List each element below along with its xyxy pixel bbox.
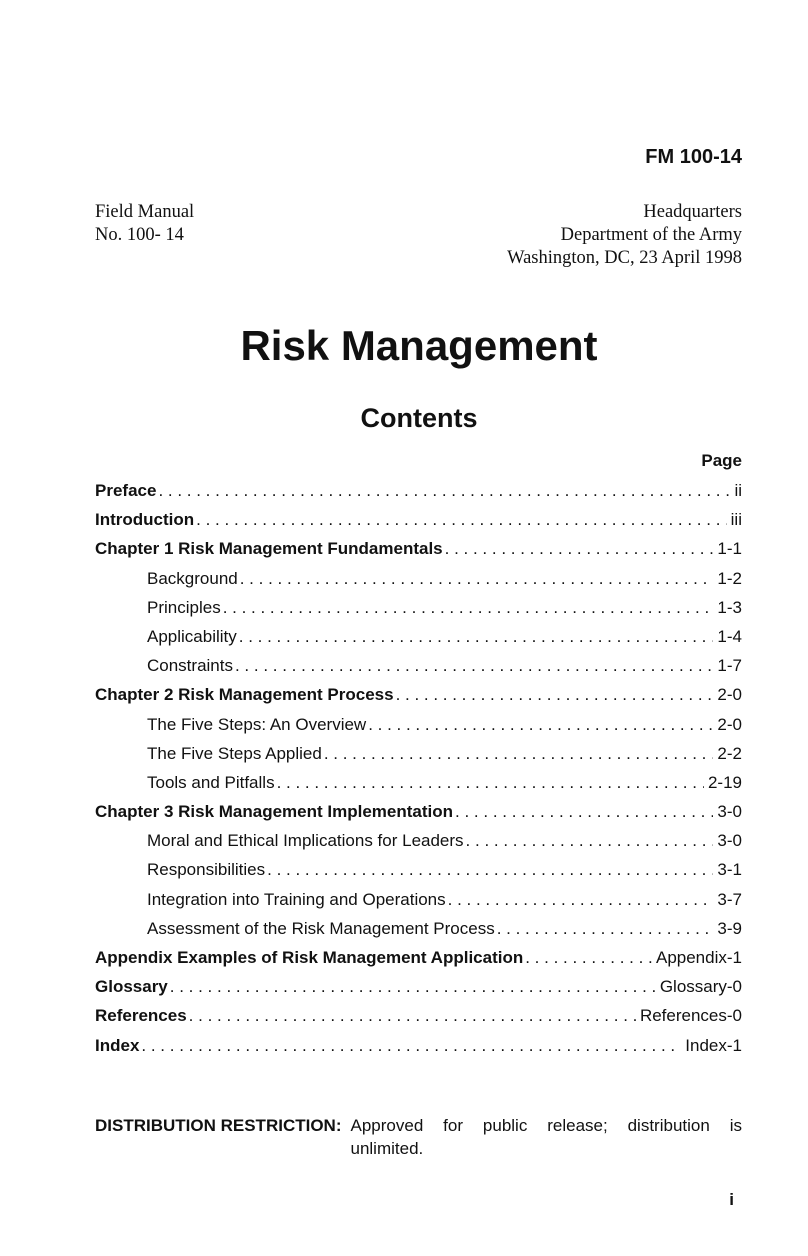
toc-entry-page: 1-1 bbox=[717, 539, 742, 559]
toc-entry[interactable] bbox=[95, 802, 742, 831]
toc-entry-title: Preface bbox=[95, 481, 157, 500]
manual-type: Field Manual bbox=[95, 202, 195, 222]
toc-entry-page: Glossary-0 bbox=[659, 977, 742, 997]
manual-designation bbox=[95, 201, 194, 247]
toc-entry-title: Glossary bbox=[95, 977, 168, 997]
toc-entry-page: 2-0 bbox=[717, 685, 742, 705]
table-of-contents bbox=[95, 481, 742, 1065]
toc-entry-title: Chapter 1 Risk Management Fundamentals bbox=[95, 539, 443, 559]
headquarters-line: Headquarters bbox=[643, 202, 742, 222]
toc-entry-page: 3-0 bbox=[717, 831, 742, 851]
dot-leader bbox=[240, 569, 714, 589]
toc-entry-page: 1-7 bbox=[717, 656, 742, 676]
toc-entry[interactable] bbox=[95, 1006, 742, 1035]
distribution-label: DISTRIBUTION RESTRICTION: bbox=[95, 1116, 342, 1135]
toc-entry-title: Moral and Ethical Implications for Leaders bbox=[147, 831, 464, 851]
dot-leader bbox=[455, 802, 713, 822]
toc-entry-title: Background bbox=[147, 568, 238, 588]
dot-leader bbox=[141, 1036, 681, 1056]
toc-entry-page: Appendix-1 bbox=[655, 948, 742, 967]
dot-leader bbox=[277, 773, 704, 793]
toc-entry-page: 3-0 bbox=[717, 802, 742, 822]
issuing-authority bbox=[507, 201, 742, 270]
dot-leader bbox=[497, 919, 714, 939]
toc-entry-title: Introduction bbox=[95, 510, 195, 530]
toc-entry-page: 1-4 bbox=[717, 626, 742, 646]
contents-heading: Contents bbox=[360, 403, 478, 433]
toc-entry-page: iii bbox=[730, 510, 742, 530]
dot-leader bbox=[267, 860, 713, 880]
document-number: FM 100-14 bbox=[645, 146, 742, 168]
page-column-label: Page bbox=[701, 451, 742, 470]
dot-leader bbox=[445, 539, 714, 559]
toc-entry[interactable] bbox=[95, 569, 742, 598]
distribution-restriction bbox=[95, 1114, 742, 1160]
dot-leader bbox=[239, 627, 714, 647]
toc-entry-page: 1-2 bbox=[717, 568, 742, 588]
toc-entry-title: Responsibilities bbox=[147, 860, 266, 880]
page-number: i bbox=[729, 1190, 734, 1209]
toc-entry-title: Chapter 3 Risk Management Implementation bbox=[95, 802, 454, 822]
toc-entry-page: 1-3 bbox=[717, 597, 742, 617]
toc-entry-title: Integration into Training and Operations bbox=[147, 889, 446, 909]
toc-entry[interactable] bbox=[95, 510, 742, 539]
toc-entry[interactable] bbox=[95, 627, 742, 656]
toc-entry[interactable] bbox=[95, 715, 742, 744]
toc-entry[interactable] bbox=[95, 481, 742, 510]
toc-entry[interactable] bbox=[95, 890, 742, 919]
dot-leader bbox=[396, 685, 714, 705]
dot-leader bbox=[525, 948, 652, 968]
toc-entry-title: Index bbox=[95, 1035, 140, 1055]
toc-entry-title: Appendix Examples of Risk Management Application bbox=[95, 948, 524, 967]
toc-entry-page: 3-9 bbox=[717, 918, 742, 938]
toc-entry-title: Constraints bbox=[147, 656, 233, 676]
toc-entry-page: 2-0 bbox=[717, 714, 742, 734]
toc-entry-title: Assessment of the Risk Management Process bbox=[147, 918, 495, 938]
dot-leader bbox=[235, 656, 713, 676]
toc-entry[interactable] bbox=[95, 539, 742, 568]
dot-leader bbox=[466, 831, 714, 851]
dot-leader bbox=[189, 1006, 636, 1026]
dot-leader bbox=[448, 890, 714, 910]
department-line: Department of the Army bbox=[560, 225, 742, 245]
toc-entry-page: 2-19 bbox=[707, 772, 742, 792]
dot-leader bbox=[368, 715, 713, 735]
dot-leader bbox=[158, 481, 730, 501]
toc-entry-page: References-0 bbox=[639, 1006, 742, 1026]
toc-entry[interactable] bbox=[95, 831, 742, 860]
toc-entry-title: References bbox=[95, 1006, 187, 1026]
toc-entry-title: Chapter 2 Risk Management Process bbox=[95, 685, 394, 705]
toc-entry[interactable] bbox=[95, 919, 742, 948]
toc-entry[interactable] bbox=[95, 744, 742, 773]
toc-entry-page: 3-1 bbox=[717, 860, 742, 880]
location-date-line: Washington, DC, 23 April 1998 bbox=[507, 248, 742, 268]
dot-leader bbox=[324, 744, 714, 764]
toc-entry-page: ii bbox=[734, 481, 742, 500]
toc-entry-title: The Five Steps Applied bbox=[147, 743, 322, 763]
dot-leader bbox=[170, 977, 656, 997]
dot-leader bbox=[223, 598, 714, 618]
toc-entry[interactable] bbox=[95, 1036, 742, 1065]
distribution-text: Approved for public release; distribution is unlimited. bbox=[350, 1116, 742, 1158]
toc-entry[interactable] bbox=[95, 860, 742, 889]
toc-entry[interactable] bbox=[95, 656, 742, 685]
toc-entry[interactable] bbox=[95, 685, 742, 714]
toc-entry-page: 2-2 bbox=[717, 743, 742, 763]
toc-entry-title: Tools and Pitfalls bbox=[147, 772, 275, 792]
toc-entry[interactable] bbox=[95, 598, 742, 627]
toc-entry[interactable] bbox=[95, 948, 742, 977]
manual-number: No. 100- 14 bbox=[95, 225, 184, 245]
toc-entry[interactable] bbox=[95, 773, 742, 802]
toc-entry-page: 3-7 bbox=[717, 889, 742, 909]
toc-entry[interactable] bbox=[95, 977, 742, 1006]
toc-entry-title: The Five Steps: An Overview bbox=[147, 714, 367, 734]
toc-entry-page: Index-1 bbox=[685, 1035, 742, 1055]
document-title: Risk Management bbox=[240, 322, 598, 369]
dot-leader bbox=[196, 510, 727, 530]
toc-entry-title: Principles bbox=[147, 597, 221, 617]
toc-entry-title: Applicability bbox=[147, 626, 237, 646]
